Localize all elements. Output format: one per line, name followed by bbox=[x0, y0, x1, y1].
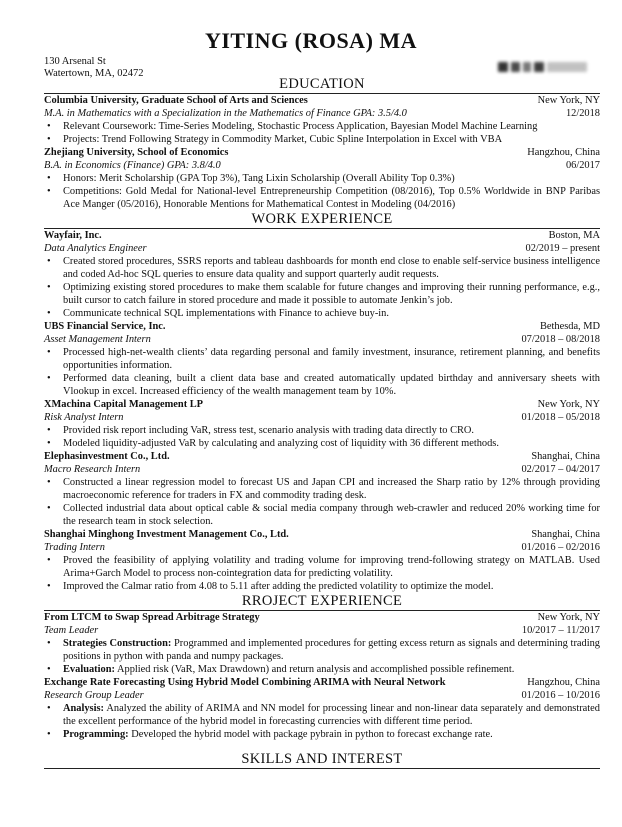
school-location: Hangzhou, China bbox=[527, 147, 600, 158]
bullet-item bbox=[44, 663, 600, 676]
company-name: Shanghai Minghong Investment Management Co., Ltd. bbox=[44, 529, 289, 540]
bullet-text: Developed the hybrid model with package pybrain in python to forecast exchange rate. bbox=[128, 729, 493, 740]
job-entry bbox=[44, 398, 600, 450]
bullet-item: • Honors: Merit Scholarship (GPA Top 3%), Tang Lixin Scholarship (Overall Ability Top 0.3%) bbox=[44, 172, 600, 185]
bullet-item: • Collected industrial data about optical cable & social media company through web-crawler and reduced 20% working time for the research team in stock selection. bbox=[44, 502, 600, 528]
job-location: Shanghai, China bbox=[531, 451, 600, 462]
job-date: 01/2016 – 02/2016 bbox=[521, 542, 600, 553]
job-date: 01/2018 – 05/2018 bbox=[521, 412, 600, 423]
job-location: Boston, MA bbox=[548, 230, 600, 241]
project-date: 10/2017 – 11/2017 bbox=[521, 625, 600, 636]
job-title: Trading Intern bbox=[44, 542, 105, 553]
bullet-text: Programmed and implemented procedures for getting excess return as signals and determining trading positions in python with panda and numpy packages. bbox=[63, 638, 600, 662]
job-date: 02/2019 – present bbox=[525, 243, 600, 254]
bullet-item: • Performed data cleaning, built a client data base and created automatically updated birthday and anniversary sheets with Vlookup in excel. Increased efficiency of the wealth management team by 10%. bbox=[44, 372, 600, 398]
resume-name: YITING (ROSA) MA bbox=[204, 28, 418, 53]
bullet-label: Programming: bbox=[63, 729, 129, 740]
company-name: Wayfair, Inc. bbox=[44, 230, 102, 241]
bullet-item: • Competitions: Gold Medal for National-level Entrepreneurship Competition (08/2016), Top 0.5% Worldwide in BNP Paribas Ace Manger (05/2016), Honorable Mentions for Mathematical Contest in Modeling (04/2016) bbox=[44, 185, 600, 211]
address-street: 130 Arsenal St bbox=[44, 56, 106, 67]
project-entry bbox=[44, 676, 600, 741]
company-name: Elephasinvestment Co., Ltd. bbox=[44, 451, 170, 462]
job-title: Asset Management Intern bbox=[44, 334, 151, 345]
job-location: New York, NY bbox=[537, 399, 600, 410]
bullet-text: Analyzed the ability of ARIMA and NN model for processing linear and non-linear data separately and demonstrated the excellent performance of the hybrid model in forecasting currencies with different time period. bbox=[63, 703, 600, 727]
degree: M.A. in Mathematics with a Specialization in the Mathematics of Finance GPA: 3.5/4.0 bbox=[44, 108, 407, 119]
bullet-label: Evaluation: bbox=[63, 664, 115, 675]
bullet-item: • Relevant Coursework: Time-Series Modeling, Stochastic Process Application, Bayesian Model Machine Learning bbox=[44, 120, 600, 133]
project-date: 01/2016 – 10/2016 bbox=[521, 690, 600, 701]
section-title-projects: RROJECT EXPERIENCE bbox=[44, 593, 600, 611]
job-title: Macro Research Intern bbox=[44, 464, 141, 475]
job-date: 07/2018 – 08/2018 bbox=[521, 334, 600, 345]
job-location: Bethesda, MD bbox=[539, 321, 600, 332]
bullet-item: • Modeled liquidity-adjusted VaR by calculating and analyzing cost of liquidity with 36 different methods. bbox=[44, 437, 600, 450]
job-entry bbox=[44, 450, 600, 528]
job-location: Shanghai, China bbox=[531, 529, 600, 540]
company-name: XMachina Capital Management LP bbox=[44, 399, 204, 410]
degree-date: 06/2017 bbox=[565, 160, 600, 171]
job-entry bbox=[44, 528, 600, 593]
section-title-skills: SKILLS AND INTEREST bbox=[44, 751, 600, 769]
section-title-education: EDUCATION bbox=[44, 76, 600, 94]
bullet-item: • Processed high-net-wealth clients’ data regarding personal and family investment, insurance, retirement planning, and benefits opportunities information. bbox=[44, 346, 600, 372]
job-title: Risk Analyst Intern bbox=[44, 412, 124, 423]
section-title-work: WORK EXPERIENCE bbox=[44, 211, 600, 229]
project-role: Team Leader bbox=[44, 625, 99, 636]
school-name: Zhejiang University, School of Economics bbox=[44, 147, 229, 158]
bullet-item bbox=[44, 702, 600, 728]
bullet-text: Applied risk (VaR, Max Drawdown) and return analysis and accomplished possible refinement. bbox=[114, 664, 515, 675]
bullet-item: • Constructed a linear regression model to forecast US and Japan CPI and increased the Sharp ratio by 12% through providing macroeconomic reference for traders in FX and commodity trading desk. bbox=[44, 476, 600, 502]
school-name: Columbia University, Graduate School of Arts and Sciences bbox=[44, 95, 308, 106]
degree-date: 12/2018 bbox=[565, 108, 600, 119]
project-role: Research Group Leader bbox=[44, 690, 144, 701]
project-name: Exchange Rate Forecasting Using Hybrid Model Combining ARIMA with Neural Network bbox=[44, 677, 446, 688]
education-entry bbox=[44, 146, 600, 211]
bullet-item: • Projects: Trend Following Strategy in Commodity Market, Cubic Spline Interpolation in Excel with VBA bbox=[44, 133, 600, 146]
bullet-label: Strategies Construction: bbox=[63, 638, 172, 649]
education-entry bbox=[44, 94, 600, 146]
project-entry bbox=[44, 611, 600, 676]
project-location: Hangzhou, China bbox=[527, 677, 600, 688]
redacted-contact-info bbox=[498, 60, 602, 74]
school-location: New York, NY bbox=[537, 95, 600, 106]
bullet-label: Analysis: bbox=[63, 703, 104, 714]
project-location: New York, NY bbox=[537, 612, 600, 623]
job-title: Data Analytics Engineer bbox=[44, 243, 147, 254]
company-name: UBS Financial Service, Inc. bbox=[44, 321, 166, 332]
job-entry bbox=[44, 229, 600, 320]
bullet-item: • Communicate technical SQL implementations with Finance to achieve buy-in. bbox=[44, 307, 600, 320]
bullet-item bbox=[44, 728, 600, 741]
degree: B.A. in Economics (Finance) GPA: 3.8/4.0 bbox=[44, 160, 221, 171]
resume-content bbox=[44, 76, 600, 769]
address-city: Watertown, MA, 02472 bbox=[44, 68, 144, 79]
job-entry bbox=[44, 320, 600, 398]
bullet-item: • Provided risk report including VaR, stress test, scenario analysis with trading data directly to CRO. bbox=[44, 424, 600, 437]
bullet-item: • Improved the Calmar ratio from 4.08 to 5.11 after adding the predicted volatility to optimize the model. bbox=[44, 580, 600, 593]
bullet-item: • Proved the feasibility of applying volatility and trading volume for improving trend-following strategy on MATLAB. Used Arima+Garch Model to process non-cointegration data for predicting volatility. bbox=[44, 554, 600, 580]
bullet-item bbox=[44, 637, 600, 663]
bullet-item: • Created stored procedures, SSRS reports and tableau dashboards for month end close to enable self-service business intelligence and coded Ad-hoc SQL queries to ensure data quality and support quarterly audit requests. bbox=[44, 255, 600, 281]
bullet-item: • Optimizing existing stored procedures to make them scalable for future changes and improving their running performance, e.g., built cursor to catch failure in stored procedure and made it possible to automate Jenkin’s job. bbox=[44, 281, 600, 307]
job-date: 02/2017 – 04/2017 bbox=[521, 464, 600, 475]
project-name: From LTCM to Swap Spread Arbitrage Strategy bbox=[44, 612, 260, 623]
